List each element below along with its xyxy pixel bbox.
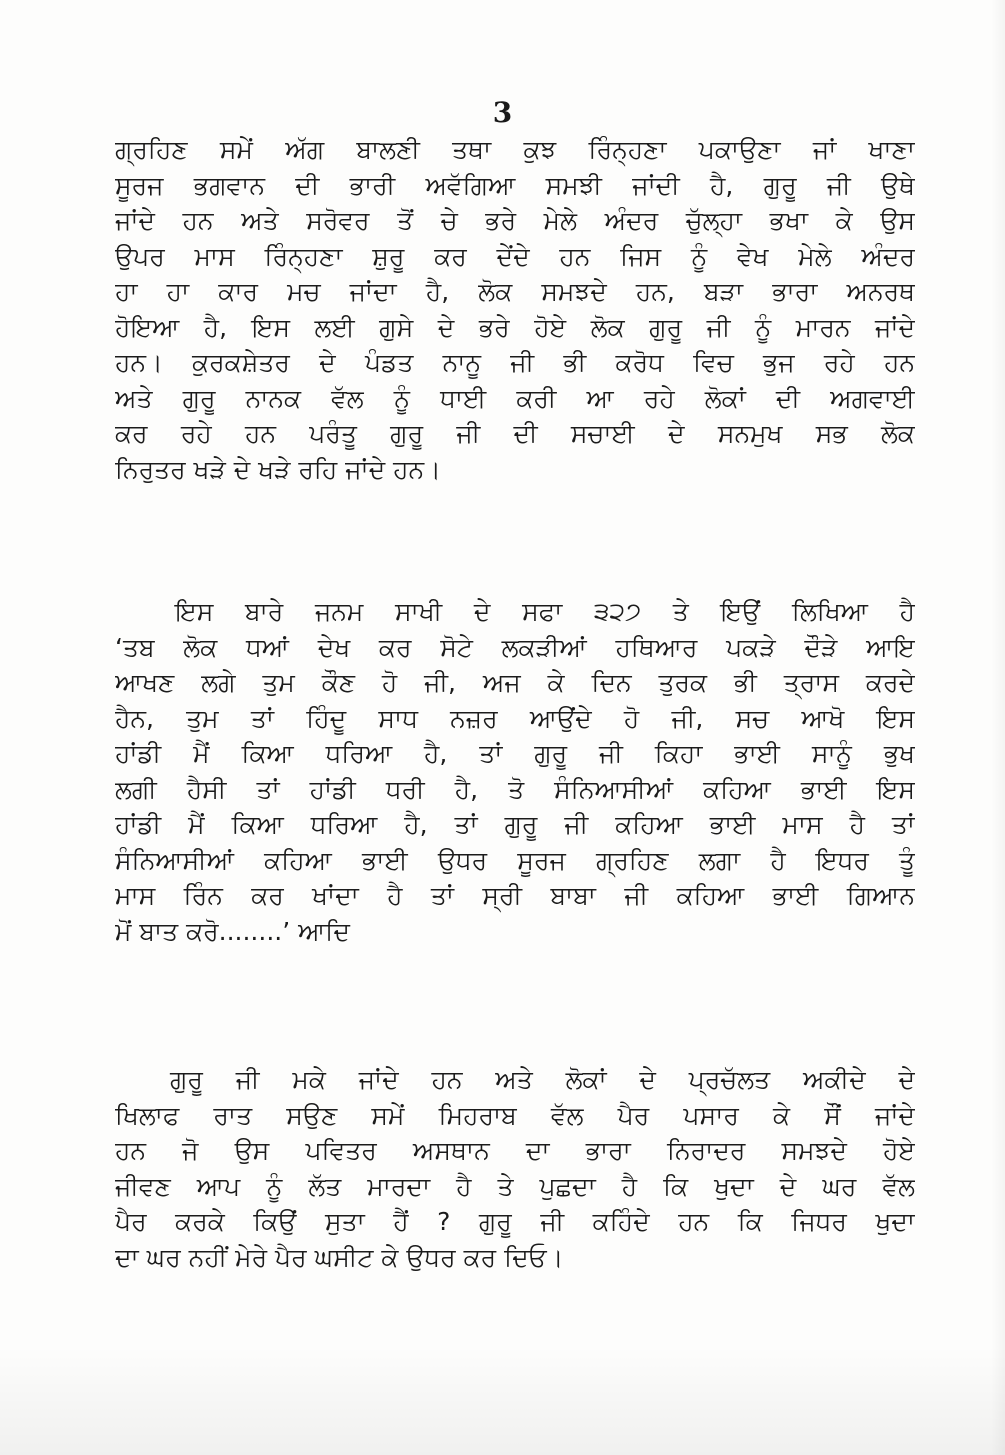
paragraph-2 [115,594,915,949]
page-number: 3 [492,96,513,129]
text-line: ਕਰ ਰਹੇ ਹਨ ਪਰੰਤੂ ਗੁਰੂ ਜੀ ਦੀ ਸਚਾਈ ਦੇ ਸਨਮੁਖ ਸਭ ਲੋਕ [115,419,915,448]
scan-bottom-shadow [0,1345,1005,1455]
text-line: ਖਿਲਾਫ ਰਾਤ ਸਉਣ ਸਮੇਂ ਮਿਹਰਾਬ ਵੱਲ ਪੈਰ ਪਸਾਰ ਕੇ ਸੌਂ ਜਾਂਦੇ [115,1100,915,1130]
text-line: ਉਪਰ ਮਾਸ ਰਿੰਨ੍ਹਣਾ ਸ਼ੁਰੂ ਕਰ ਦੇਂਦੇ ਹਨ ਜਿਸ ਨੂੰ ਵੇਖ ਮੇਲੇ ਅੰਦਰ [115,241,915,271]
text-line: ਅਤੇ ਗੁਰੂ ਨਾਨਕ ਵੱਲ ਨੂੰ ਧਾਈ ਕਰੀ ਆ ਰਹੇ ਲੋਕਾਂ ਦੀ ਅਗਵਾਈ [115,383,915,413]
text-line: ਹਨ। ਕੁਰਕਸ਼ੇਤਰ ਦੇ ਪੰਡਤ ਨਾਨੂ ਜੀ ਭੀ ਕਰੋਧ ਵਿਚ ਭੁਜ ਰਹੇ ਹਨ [115,348,915,377]
text-line: ਪੈਰ ਕਰਕੇ ਕਿਉਂ ਸੁਤਾ ਹੈਂ ? ਗੁਰੂ ਜੀ ਕਹਿੰਦੇ ਹਨ ਕਿ ਜਿਧਰ ਖੁਦਾ [115,1207,915,1236]
text-line: ਇਸ ਬਾਰੇ ਜਨਮ ਸਾਖੀ ਦੇ ਸਫਾ ੩੨੭ ਤੇ ਇਉਂ ਲਿਖਿਆ ਹੈ [175,597,915,626]
text-line: ‘ਤਬ ਲੋਕ ਧਆਂ ਦੇਖ ਕਰ ਸੋਟੇ ਲਕੜੀਆਂ ਹਥਿਆਰ ਪਕੜੇ ਦੌੜੇ ਆਇ [115,632,915,662]
text-line: ਹਨ ਜੋ ਉਸ ਪਵਿਤਰ ਅਸਥਾਨ ਦਾ ਭਾਰਾ ਨਿਰਾਦਰ ਸਮਝਦੇ ਹੋਏ [115,1136,915,1165]
paragraph-3 [115,1062,915,1275]
scan-edge-shadow [991,0,1005,1455]
paragraph-1 [115,132,915,487]
text-line: ਗ੍ਰਹਿਣ ਸਮੇਂ ਅੱਗ ਬਾਲਣੀ ਤਥਾ ਕੁਝ ਰਿੰਨ੍ਹਣਾ ਪਕਾਉਣਾ ਜਾਂ ਖਾਣਾ [115,135,915,164]
text-line: ਮਾਸ ਰਿੰਨ ਕਰ ਖਾਂਦਾ ਹੈ ਤਾਂ ਸ੍ਰੀ ਬਾਬਾ ਜੀ ਕਹਿਆ ਭਾਈ ਗਿਆਨ [115,881,915,910]
text-line: ਹਾਂਡੀ ਮੈਂ ਕਿਆ ਧਰਿਆ ਹੈ, ਤਾਂ ਗੁਰੂ ਜੀ ਕਿਹਾ ਭਾਈ ਸਾਨੂੰ ਭੁਖ [115,739,915,768]
text-line: ਲਗੀ ਹੈਸੀ ਤਾਂ ਹਾਂਡੀ ਧਰੀ ਹੈ, ਤੋ ਸੰਨਿਆਸੀਆਂ ਕਹਿਆ ਭਾਈ ਇਸ [115,774,915,804]
text-line: ਗੁਰੂ ਜੀ ਮਕੇ ਜਾਂਦੇ ਹਨ ਅਤੇ ਲੋਕਾਂ ਦੇ ਪ੍ਰਚੱਲਤ ਅਕੀਦੇ ਦੇ [170,1065,915,1094]
text-line: ਹੋਇਆ ਹੈ, ਇਸ ਲਈ ਗੁਸੇ ਦੇ ਭਰੇ ਹੋਏ ਲੋਕ ਗੁਰੂ ਜੀ ਨੂੰ ਮਾਰਨ ਜਾਂਦੇ [115,312,915,342]
text-line: ਹੈਨ, ਤੁਮ ਤਾਂ ਹਿੰਦੂ ਸਾਧ ਨਜ਼ਰ ਆਉਂਦੇ ਹੋ ਜੀ, ਸਚ ਆਖੋ ਇਸ [115,703,915,733]
text-line: ਜੀਵਣ ਆਪ ਨੂੰ ਲੱਤ ਮਾਰਦਾ ਹੈ ਤੇ ਪੁਛਦਾ ਹੈ ਕਿ ਖੁਦਾ ਦੇ ਘਰ ਵੱਲ [115,1171,915,1201]
text-line: ਜਾਂਦੇ ਹਨ ਅਤੇ ਸਰੋਵਰ ਤੋਂ ਚੇ ਭਰੇ ਮੇਲੇ ਅੰਦਰ ਚੁੱਲ੍ਹਾ ਭਖਾ ਕੇ ਉਸ [115,206,915,235]
text-line: ਸੰਨਿਆਸੀਆਂ ਕਹਿਆ ਭਾਈ ਉਧਰ ਸੂਰਜ ਗ੍ਰਹਿਣ ਲਗਾ ਹੈ ਇਧਰ ਤੂੰ [115,845,915,875]
text-line: ਦਾ ਘਰ ਨਹੀਂ ਮੇਰੇ ਪੈਰ ਘਸੀਟ ਕੇ ਉਧਰ ਕਰ ਦਿਓ। [115,1242,564,1272]
text-line: ਹਾ ਹਾ ਕਾਰ ਮਚ ਜਾਂਦਾ ਹੈ, ਲੋਕ ਸਮਝਦੇ ਹਨ, ਬੜਾ ਭਾਰਾ ਅਨਰਥ [115,277,915,306]
text-line: ਸੂਰਜ ਭਗਵਾਨ ਦੀ ਭਾਰੀ ਅਵੱਗਿਆ ਸਮਝੀ ਜਾਂਦੀ ਹੈ, ਗੁਰੂ ਜੀ ਉਥੇ [115,170,915,200]
text-line: ਹਾਂਡੀ ਮੈਂ ਕਿਆ ਧਰਿਆ ਹੈ, ਤਾਂ ਗੁਰੂ ਜੀ ਕਹਿਆ ਭਾਈ ਮਾਸ ਹੈ ਤਾਂ [115,810,915,839]
text-line: ਮੋਂ ਬਾਤ ਕਰੋ........’ ਆਦਿ [115,916,350,946]
text-line: ਆਖਣ ਲਗੇ ਤੁਮ ਕੌਣ ਹੋ ਜੀ, ਅਜ ਕੇ ਦਿਨ ਤੁਰਕ ਭੀ ਤ੍ਰਾਸ ਕਰਦੇ [115,668,915,697]
text-line: ਨਿਰੁਤਰ ਖੜੇ ਦੇ ਖੜੇ ਰਹਿ ਜਾਂਦੇ ਹਨ। [115,454,441,484]
